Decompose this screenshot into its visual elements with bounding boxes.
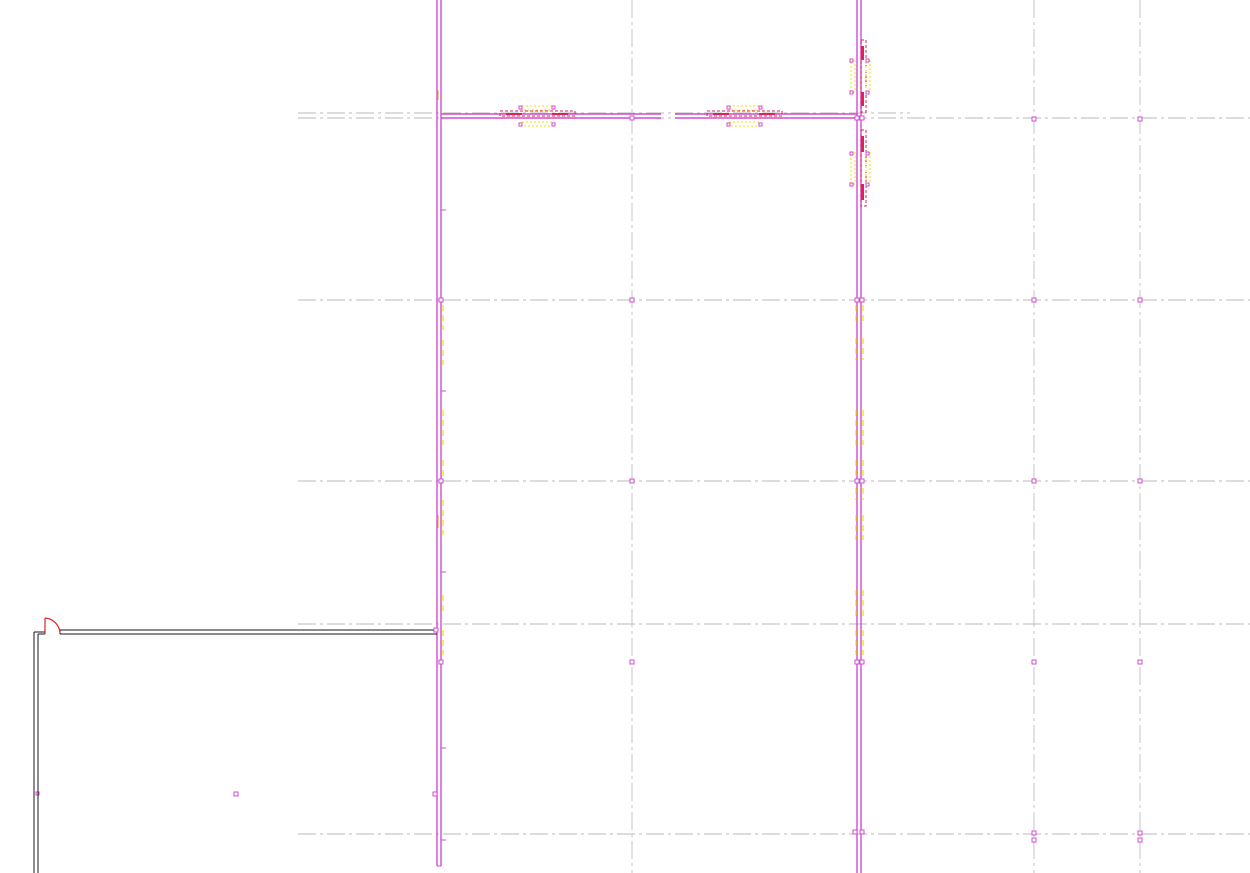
adjacent-room[interactable] <box>34 630 437 873</box>
column-marker[interactable] <box>630 116 634 120</box>
window-top-right[interactable] <box>707 106 782 126</box>
column-marker[interactable] <box>630 298 634 302</box>
window-right-lower[interactable] <box>850 130 870 206</box>
column-marker[interactable] <box>855 479 859 483</box>
window-right-upper[interactable] <box>850 40 870 112</box>
column-marker[interactable] <box>860 298 864 302</box>
column-marker[interactable] <box>860 660 864 664</box>
column-marker[interactable] <box>860 830 864 834</box>
column-marker[interactable] <box>630 479 634 483</box>
column-marker[interactable] <box>433 792 437 796</box>
window-top-left[interactable] <box>500 106 575 126</box>
column-marker[interactable] <box>1032 831 1036 835</box>
column-marker[interactable] <box>439 298 443 302</box>
column-marker[interactable] <box>1032 838 1036 842</box>
column-marker[interactable] <box>855 298 859 302</box>
column-marker[interactable] <box>1138 298 1142 302</box>
door-swing[interactable] <box>45 618 60 634</box>
column-markers <box>36 116 1142 842</box>
column-marker[interactable] <box>234 792 238 796</box>
column-marker[interactable] <box>860 479 864 483</box>
column-marker[interactable] <box>439 660 443 664</box>
column-marker[interactable] <box>1032 298 1036 302</box>
wall-left-vertical[interactable] <box>437 0 446 866</box>
wall-right-vertical[interactable] <box>857 0 861 873</box>
column-marker[interactable] <box>853 830 857 834</box>
column-marker[interactable] <box>1138 117 1142 121</box>
column-marker[interactable] <box>860 116 864 120</box>
column-marker[interactable] <box>1138 479 1142 483</box>
column-marker[interactable] <box>630 660 634 664</box>
column-marker[interactable] <box>1138 838 1142 842</box>
column-marker[interactable] <box>1138 831 1142 835</box>
column-marker[interactable] <box>1032 117 1036 121</box>
column-marker[interactable] <box>1032 660 1036 664</box>
column-marker[interactable] <box>1138 660 1142 664</box>
column-marker[interactable] <box>855 660 859 664</box>
column-marker[interactable] <box>439 479 443 483</box>
column-marker[interactable] <box>855 116 859 120</box>
column-marker[interactable] <box>1032 479 1036 483</box>
